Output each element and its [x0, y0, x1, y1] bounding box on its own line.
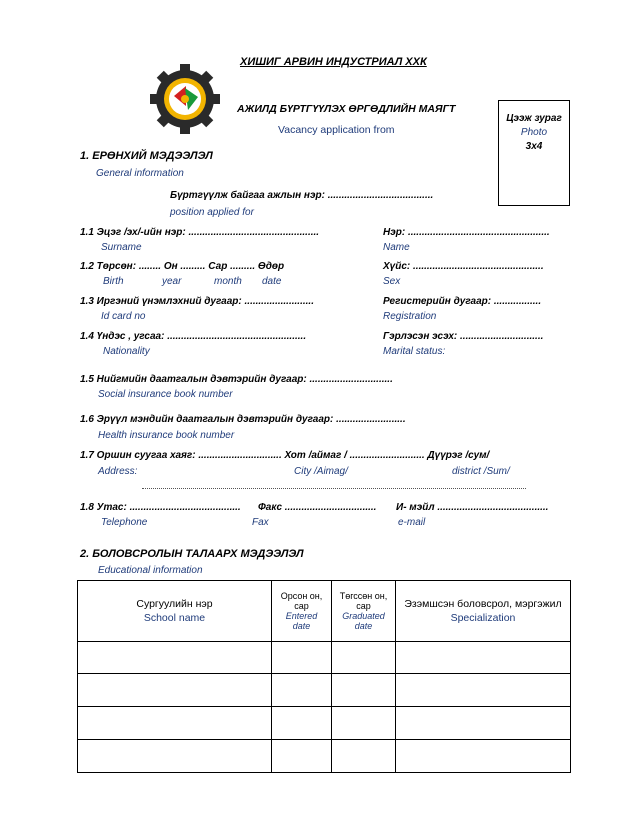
section2-subtitle: Educational information: [98, 565, 203, 576]
district-label-en: district /Sum/: [452, 466, 510, 477]
company-title: ХИШИГ АРВИН ИНДУСТРИАЛ ХХК: [240, 56, 427, 68]
photo-label-en: Photo: [520, 127, 548, 138]
specialization-cell[interactable]: [396, 642, 571, 674]
table-header-row: [78, 581, 571, 642]
telephone-field[interactable]: 1.8 Утас: ........................................: [80, 502, 241, 513]
graduated-cell[interactable]: [332, 740, 396, 773]
col-entered-mn1: Орсон он,: [280, 591, 323, 601]
table-row: [78, 740, 571, 773]
col-school-mn: Сургуулийн нэр: [136, 598, 213, 610]
email-field[interactable]: И- мэйл ........................................: [396, 502, 549, 513]
table-row: [78, 642, 571, 674]
photo-size: 3x4: [525, 141, 543, 152]
table-row: [78, 674, 571, 707]
fax-field[interactable]: Факс .................................: [258, 502, 377, 513]
company-logo-icon: [148, 62, 222, 136]
nationality-field[interactable]: 1.4 Үндэс , угсаа: ..................................................: [80, 331, 307, 342]
col-graduated-en1: Graduated: [342, 611, 385, 621]
surname-label-en: Surname: [101, 242, 142, 253]
specialization-cell[interactable]: [396, 674, 571, 707]
registration-label-en: Registration: [383, 311, 437, 322]
col-entered-en2: date: [292, 621, 311, 631]
entered-cell[interactable]: [272, 707, 332, 740]
registration-field[interactable]: Регистерийн дугаар: .................: [383, 296, 542, 307]
education-table: [77, 580, 571, 773]
school-cell[interactable]: [78, 740, 272, 773]
col-school-en: School name: [143, 612, 206, 624]
col-entered-mn2: сар: [294, 601, 309, 611]
position-label: Бүртгүүлж байгаа ажлын нэр: ......................................: [170, 190, 434, 201]
school-cell[interactable]: [78, 642, 272, 674]
sex-field[interactable]: Хүйс: ...............................................: [383, 261, 544, 272]
col-specialization-header: [396, 581, 571, 642]
health-insurance-field[interactable]: 1.6 Эрүүл мэндийн даатгалын дэвтэрийн дугаар: .........................: [80, 414, 406, 425]
address-continuation-line[interactable]: [142, 488, 526, 489]
col-school-header: [78, 581, 272, 642]
entered-cell[interactable]: [272, 674, 332, 707]
health-insurance-label-en: Health insurance book number: [98, 430, 235, 441]
address-field[interactable]: 1.7 Оршин суугаа хаяг: .............................. Хот /аймаг / ........................... Дүүрэг /сум/: [80, 450, 490, 461]
entered-cell[interactable]: [272, 642, 332, 674]
photo-label-mn: Цээж зураг: [506, 113, 562, 124]
specialization-cell[interactable]: [396, 707, 571, 740]
photo-box: [498, 100, 570, 206]
nationality-label-en: Nationality: [103, 346, 150, 357]
col-graduated-header: [332, 581, 396, 642]
section2-title: 2. БОЛОВСРОЛЫН ТАЛААРХ МЭДЭЭЛЭЛ: [80, 548, 304, 560]
address-label-en: Address:: [98, 466, 138, 477]
month-label-en: month: [214, 276, 242, 287]
position-label-en: position applied for: [170, 207, 254, 218]
email-label-en: e-mail: [398, 517, 426, 528]
col-specialization-mn: Эзэмшсэн боловсрол, мэргэжил: [404, 598, 562, 610]
entered-cell[interactable]: [272, 740, 332, 773]
name-field[interactable]: Нэр: ...................................................: [383, 227, 550, 238]
section1-subtitle: General information: [96, 168, 184, 179]
marital-label-en: Marital status:: [383, 346, 446, 357]
col-graduated-mn2: сар: [356, 601, 371, 611]
graduated-cell[interactable]: [332, 674, 396, 707]
id-card-label-en: Id card no: [101, 311, 146, 322]
section1-title: 1. ЕРӨНХИЙ МЭДЭЭЛЭЛ: [80, 150, 213, 162]
birth-field[interactable]: 1.2 Төрсөн: ........ Он ......... Сар ......... Өдөр: [80, 261, 285, 272]
name-label-en: Name: [383, 242, 410, 253]
col-graduated-en2: date: [354, 621, 373, 631]
social-insurance-label-en: Social insurance book number: [98, 389, 233, 400]
form-title-en: Vacancy application from: [278, 124, 395, 136]
school-cell[interactable]: [78, 674, 272, 707]
marital-field[interactable]: Гэрлэсэн эсэх: ..............................: [383, 331, 544, 342]
col-entered-header: [272, 581, 332, 642]
date-label-en: date: [262, 276, 282, 287]
specialization-cell[interactable]: [396, 740, 571, 773]
school-cell[interactable]: [78, 707, 272, 740]
graduated-cell[interactable]: [332, 707, 396, 740]
id-card-field[interactable]: 1.3 Иргэний үнэмлэхний дугаар: .........................: [80, 296, 314, 307]
col-specialization-en: Specialization: [450, 612, 516, 624]
telephone-label-en: Telephone: [101, 517, 148, 528]
city-label-en: City /Aimag/: [294, 466, 348, 477]
sex-label-en: Sex: [383, 276, 401, 287]
col-graduated-mn1: Төгссөн он,: [339, 591, 388, 601]
form-title-mn: АЖИЛД БҮРТГҮҮЛЭХ ӨРГӨДЛИЙН МАЯГТ: [237, 103, 456, 115]
graduated-cell[interactable]: [332, 642, 396, 674]
table-row: [78, 707, 571, 740]
surname-field[interactable]: 1.1 Эцэг /эх/-ийн нэр: ...............................................: [80, 227, 320, 238]
year-label-en: year: [162, 276, 182, 287]
birth-label-en: Birth: [103, 276, 124, 287]
fax-label-en: Fax: [252, 517, 269, 528]
social-insurance-field[interactable]: 1.5 Нийгмийн даатгалын дэвтэрийн дугаар: ..............................: [80, 374, 393, 385]
col-entered-en1: Entered: [285, 611, 318, 621]
